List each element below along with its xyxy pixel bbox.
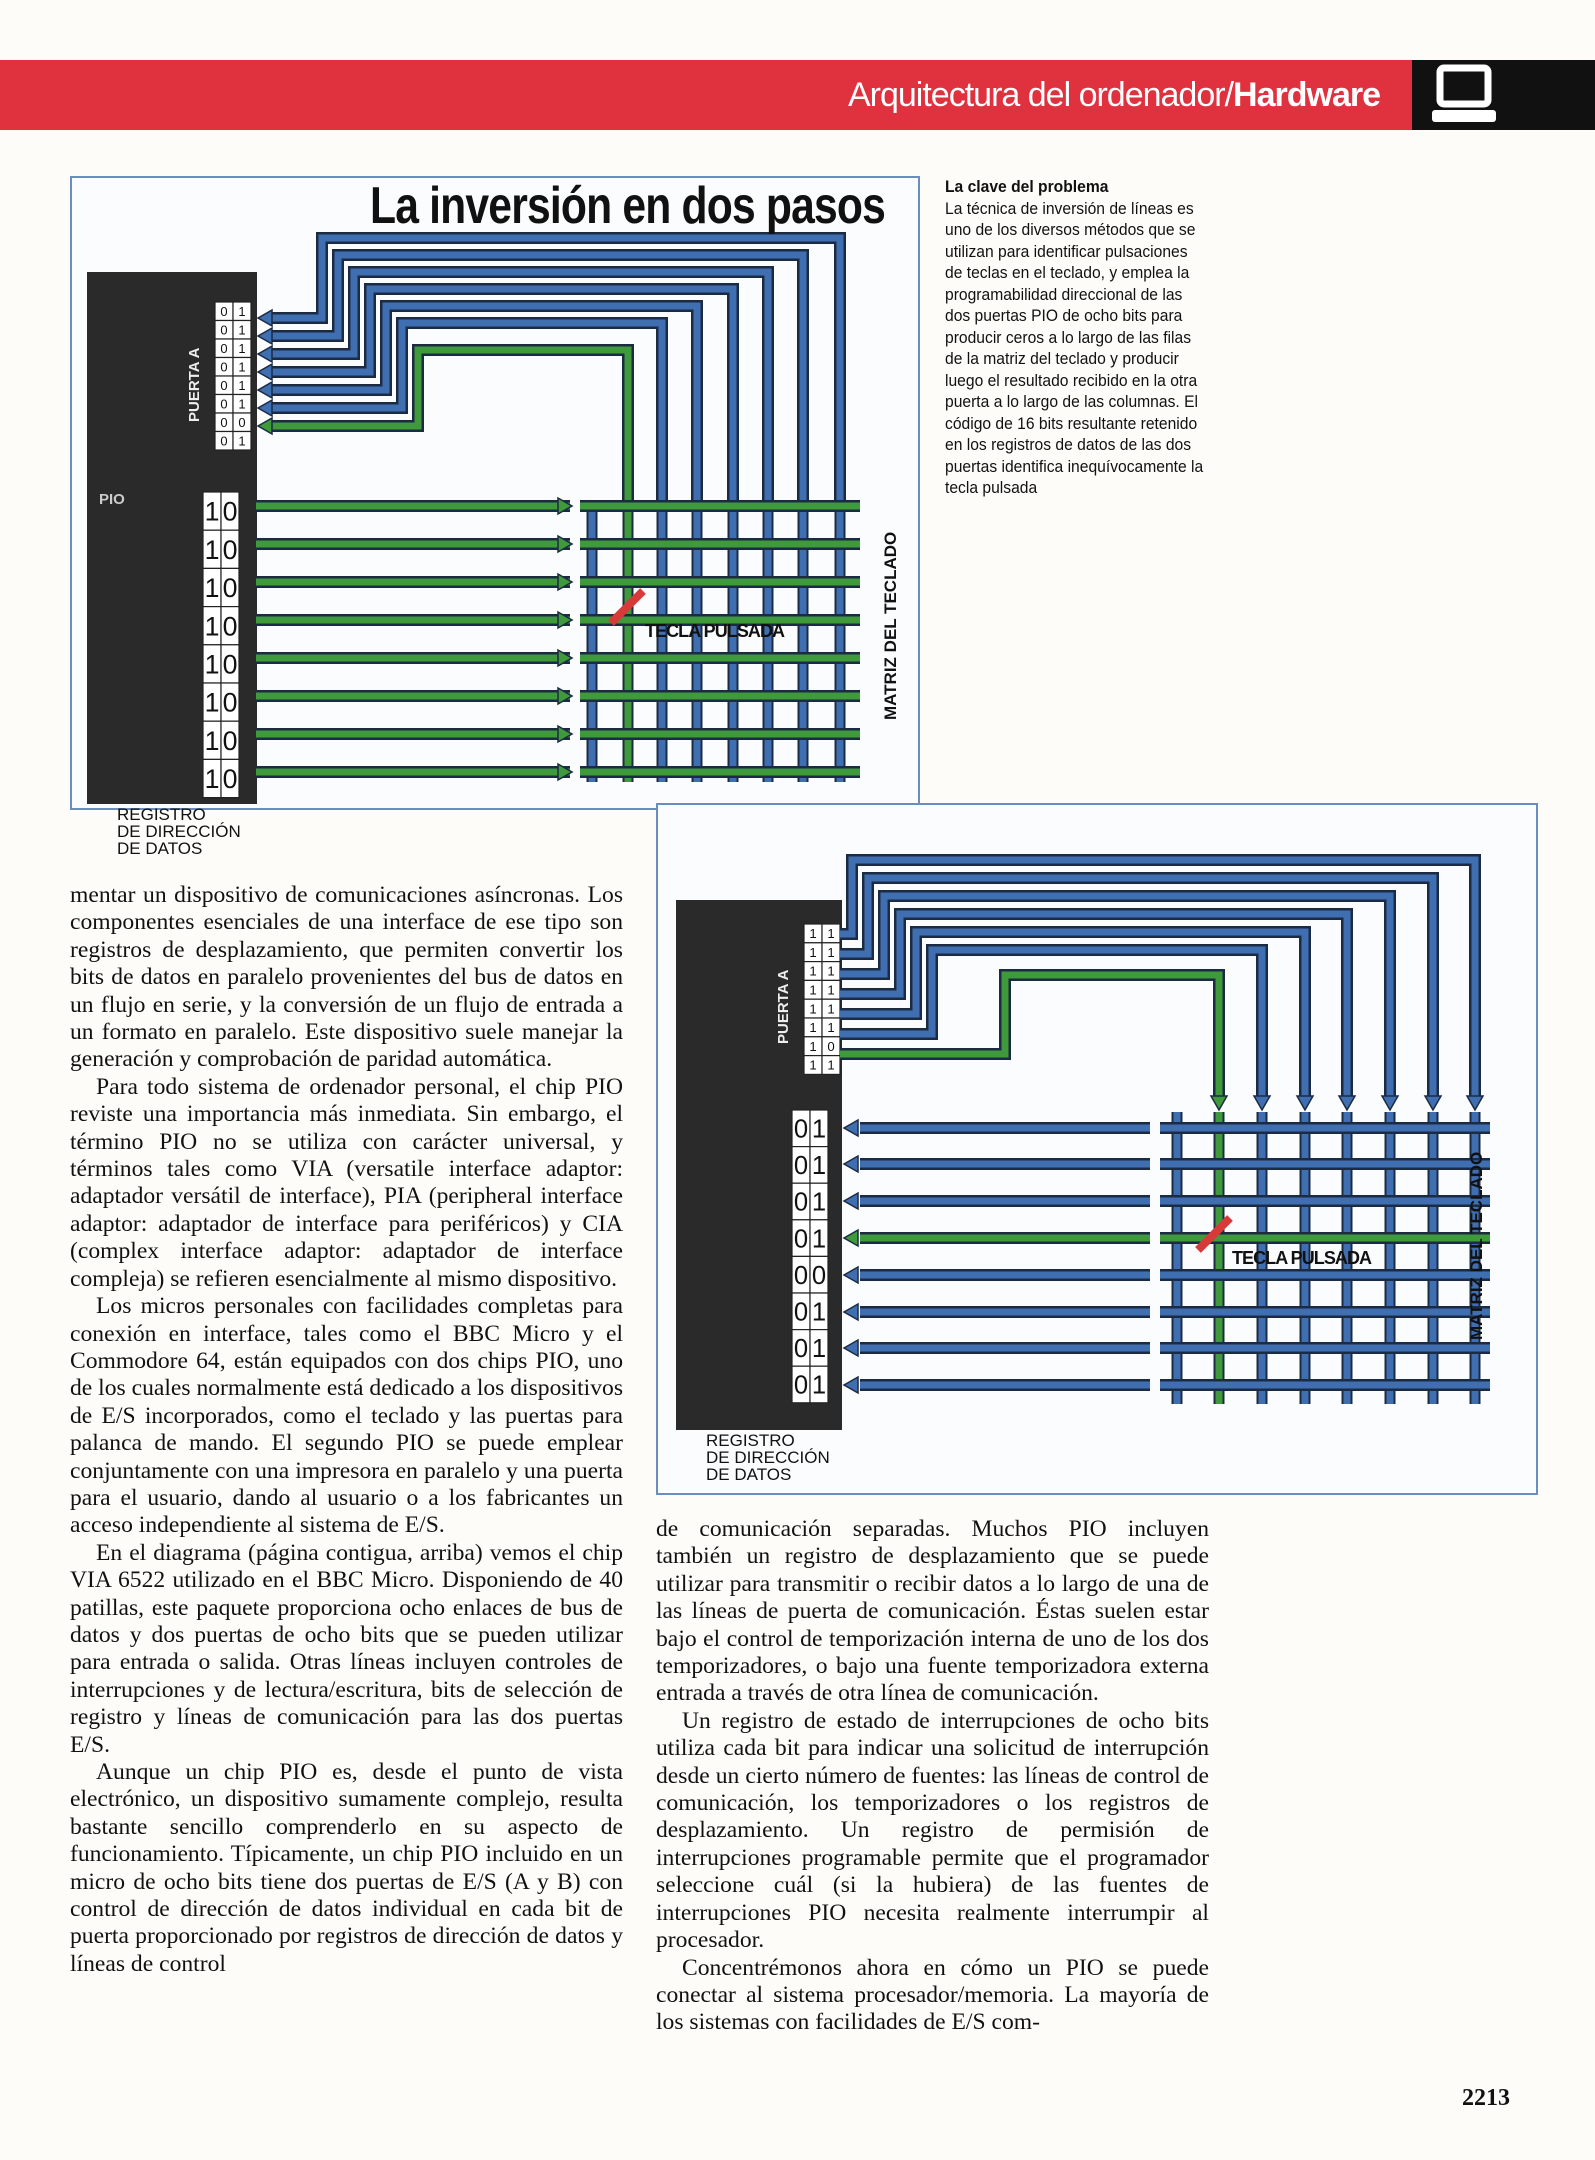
arrow-head <box>1254 1096 1270 1110</box>
arrow-head <box>1467 1096 1483 1110</box>
port-a-direction-bit: 1 <box>809 926 817 942</box>
arrow-head <box>844 1156 858 1172</box>
port-a-direction-bit: 1 <box>809 1020 817 1036</box>
port-a-data-bit: 1 <box>827 1057 835 1073</box>
paragraph: Concentrémonos ahora en cómo un PIO se puede conectar al sistema procesador/memoria. La mayoría de los sistemas con facilidades de E/S com- <box>656 1954 1209 2036</box>
port-b-direction-bit: 0 <box>793 1335 809 1364</box>
port-b-direction-bit: 0 <box>793 1152 809 1181</box>
port-a-direction-bit: 0 <box>220 433 228 449</box>
right-column <box>656 1516 1209 2037</box>
port-a-data-bit: 1 <box>827 944 835 960</box>
arrow-head <box>1211 1096 1227 1110</box>
arrow-head <box>844 1193 858 1209</box>
port-a-direction-bit: 0 <box>220 303 228 319</box>
port-b-direction-bit: 1 <box>204 725 220 756</box>
port-b-direction-bit: 1 <box>204 573 220 604</box>
port-b-data-bit: 1 <box>811 1335 827 1364</box>
paragraph: En el diagrama (página contigua, arriba) vemos el chip VIA 6522 utilizado en el BBC Micro. Disponiendo de 40 patillas, este paquete proporciona ocho enlaces de bus de datos y dos puertas de ocho bits que se pueden utilizar para entrada o salida. Otras líneas incluyen controles de interrupciones y de lectura/escritura, bits de selección de registro y líneas de comunicación para las dos puertas E/S. <box>70 1539 623 1758</box>
port-a-data-bit: 1 <box>238 322 246 338</box>
port-b-direction-bit: 0 <box>793 1115 809 1144</box>
port-b-data-bit: 1 <box>811 1371 827 1400</box>
port-a-data-bit: 1 <box>827 1001 835 1017</box>
port-b-direction-bit: 1 <box>204 687 220 718</box>
register-label-line: DE DATOS <box>706 1465 792 1484</box>
port-b-data-bit: 0 <box>811 1261 827 1290</box>
register-label-line: REGISTRO <box>117 805 206 824</box>
paragraph: Los micros personales con facilidades completas para conexión en interface, tales como el BBC Micro y el Commodore 64, están equipados con dos chips PIO, uno de los cuales normalmente está dedicado a los dispositivos de E/S incorporados, como el teclado y las puertas para palanca de mando. El segundo PIO se puede emplear conjuntamente con una impresora en paralelo y una puerta para el usuario, dando al usuario o a los fabricantes un acceso independiente al sistema de E/S. <box>70 1293 624 1539</box>
arrow-head <box>1382 1096 1398 1110</box>
port-b-data-bit: 1 <box>811 1298 827 1327</box>
pressed-key-label: TECLA PULSADA <box>645 621 785 641</box>
arrow-head <box>844 1230 858 1246</box>
port-a-data-bit: 1 <box>238 340 246 356</box>
port-a-direction-bit: 1 <box>809 982 817 998</box>
arrow-head <box>844 1377 858 1393</box>
page-number: 2213 <box>1462 2085 1510 2111</box>
port-a-direction-bit: 1 <box>809 944 817 960</box>
port-b-direction-bit: 0 <box>793 1225 809 1254</box>
port-b-direction-bit: 1 <box>204 496 220 527</box>
port-b-direction-bit: 1 <box>204 649 220 680</box>
arrow-head <box>258 364 272 380</box>
port-b-data-bit: 0 <box>222 573 238 604</box>
arrow-head <box>258 310 272 326</box>
port-a-data-bit: 1 <box>827 1020 835 1036</box>
port-a-label: PUERTA A <box>186 347 203 422</box>
diagram-caption <box>945 176 1207 499</box>
port-a-direction-bit: 1 <box>809 963 817 979</box>
port-b-direction-bit: 1 <box>204 611 220 642</box>
port-b-data-bit: 0 <box>222 725 238 756</box>
matrix-label: MATRIZ DEL TECLADO <box>881 531 900 720</box>
register-label-line: DE DIRECCIÓN <box>117 822 241 841</box>
port-a-direction-bit: 0 <box>220 414 228 430</box>
arrow-head <box>1297 1096 1313 1110</box>
port-b-data-bit: 1 <box>811 1225 827 1254</box>
pressed-key-label: TECLA PULSADA <box>1232 1248 1372 1268</box>
port-a-data-bit: 1 <box>238 303 246 319</box>
port-b-data-bit: 1 <box>811 1115 827 1144</box>
port-a-direction-bit: 0 <box>220 359 228 375</box>
arrow-head <box>844 1304 858 1320</box>
arrow-head <box>258 400 272 416</box>
port-b-data-bit: 0 <box>222 764 238 795</box>
port-b-direction-bit: 1 <box>204 764 220 795</box>
port-a-data-bit: 1 <box>238 377 246 393</box>
caption-title: La clave del problema <box>945 177 1109 196</box>
arrow-head <box>1339 1096 1355 1110</box>
port-a-data-bit: 1 <box>238 359 246 375</box>
port-a-data-bit: 1 <box>238 433 246 449</box>
port-b-data-bit: 0 <box>222 687 238 718</box>
arrow-head <box>844 1120 858 1136</box>
paragraph: Para todo sistema de ordenador personal, el chip PIO reviste una importancia más inmediata. Sin embargo, el término PIO no se utiliza con carácter universal, y términos tales como VIA (versatile interface adaptor: adaptador versátil de interface), PIA (peripheral interface adaptor: adaptador de interface para periféricos) y CIA (complex interface adaptor: adaptador de interface compleja) se refieren esencialmente al mismo dispositivo. <box>70 1073 623 1292</box>
port-b-direction-bit: 0 <box>793 1298 809 1327</box>
register-label-line: DE DIRECCIÓN <box>706 1448 830 1467</box>
paragraph: Aunque un chip PIO es, desde el punto de vista electrónico, un dispositivo sumamente complejo, resulta bastante sencillo comprenderlo en su aspecto de funcionamiento. Típicamente, un chip PIO incluido en un micro de ocho bits tiene dos puertas de E/S (A y B) con control de dirección de datos individual en cada bit de puerta proporcionado por registros de dirección de datos y líneas de control <box>70 1759 623 1977</box>
pio-label: PIO <box>99 491 125 508</box>
port-b-direction-bit: 1 <box>204 534 220 565</box>
port-a-direction-bit: 0 <box>220 340 228 356</box>
port-a-data-bit: 1 <box>238 396 246 412</box>
left-column <box>70 882 623 1978</box>
register-label-line: DE DATOS <box>117 839 203 858</box>
arrow-head <box>258 418 272 434</box>
port-a-direction-bit: 0 <box>220 396 228 412</box>
port-a-direction-bit: 1 <box>809 1001 817 1017</box>
port-b-data-bit: 0 <box>222 534 238 565</box>
port-a-data-bit: 1 <box>827 926 835 942</box>
port-b-data-bit: 1 <box>811 1188 827 1217</box>
port-b-data-bit: 0 <box>222 496 238 527</box>
port-a-direction-bit: 0 <box>220 322 228 338</box>
register-label-line: REGISTRO <box>706 1431 795 1450</box>
paragraph: mentar un dispositivo de comunicaciones asíncronas. Los componentes esenciales de una interface de ese tipo son registros de desplazamiento, que permiten convertir los bits de datos en paralelo provenientes del bus de datos en un flujo en serie, y la conversión de un flujo de entrada a un formato en paralelo. Este dispositivo suele manejar la generación y comprobación de paridad automática. <box>70 882 623 1073</box>
port-b-data-bit: 1 <box>811 1152 827 1181</box>
port-b-direction-bit: 0 <box>793 1261 809 1290</box>
section-name: Arquitectura del ordenador/ <box>847 76 1234 114</box>
port-a-direction-bit: 0 <box>220 377 228 393</box>
arrow-head <box>844 1340 858 1356</box>
port-a-direction-bit: 1 <box>809 1038 817 1054</box>
port-a-direction-bit: 1 <box>809 1057 817 1073</box>
port-b-data-bit: 0 <box>222 649 238 680</box>
paragraph: de comunicación separadas. Muchos PIO incluyen también un registro de desplazamiento que se puede utilizar para transmitir o recibir datos a lo largo de una de las líneas de puerta de comunicación. Éstas suelen estar bajo el control de temporización interna de uno de los dos temporizadores, o bajo una fuente temporizadora externa entrada a través de otra línea de comunicación. <box>656 1516 1209 1707</box>
port-b-direction-bit: 0 <box>793 1371 809 1400</box>
section-topic: Hardware <box>1233 76 1380 114</box>
port-a-data-bit: 0 <box>238 414 246 430</box>
caption-body: La técnica de inversión de líneas es uno de los diversos métodos que se utilizan para identificar pulsaciones de teclas en el teclado, y emplea la programabilidad direccional de las dos puertas PIO de ocho bits para producir ceros a lo largo de las filas de la matriz del teclado y producir luego el resultado recibido en la otra puerta a lo largo de las columnas. El código de 16 bits resultante retenido en los registros de datos de las dos puertas identifica inequívocamente la tecla pulsada <box>945 198 1204 497</box>
port-a-line <box>840 932 1305 1096</box>
arrow-head <box>258 346 272 362</box>
port-b-direction-bit: 0 <box>793 1188 809 1217</box>
diagram-title: La inversión en dos pasos <box>370 177 886 235</box>
port-a-data-bit: 0 <box>827 1038 835 1054</box>
arrow-head <box>258 382 272 398</box>
arrow-head <box>258 328 272 344</box>
port-a-label: PUERTA A <box>775 969 792 1044</box>
arrow-head <box>844 1267 858 1283</box>
port-a-data-bit: 1 <box>827 982 835 998</box>
paragraph: Un registro de estado de interrupciones de ocho bits utiliza cada bit para indicar una solicitud de interrupción desde un cierto número de fuentes: las líneas de control de comunicación, los temporizadores o los registros de desplazamiento. Un registro de permisión de interrupciones programable permite que el programador seleccione cuál (si la hubiera) de las fuentes de interrupciones PIO necesita realmente interrumpir al procesador. <box>656 1707 1209 1954</box>
port-a-data-bit: 1 <box>827 963 835 979</box>
matrix-label: MATRIZ DEL TECLADO <box>1467 1151 1486 1340</box>
arrow-head <box>1425 1096 1441 1110</box>
port-b-data-bit: 0 <box>222 611 238 642</box>
